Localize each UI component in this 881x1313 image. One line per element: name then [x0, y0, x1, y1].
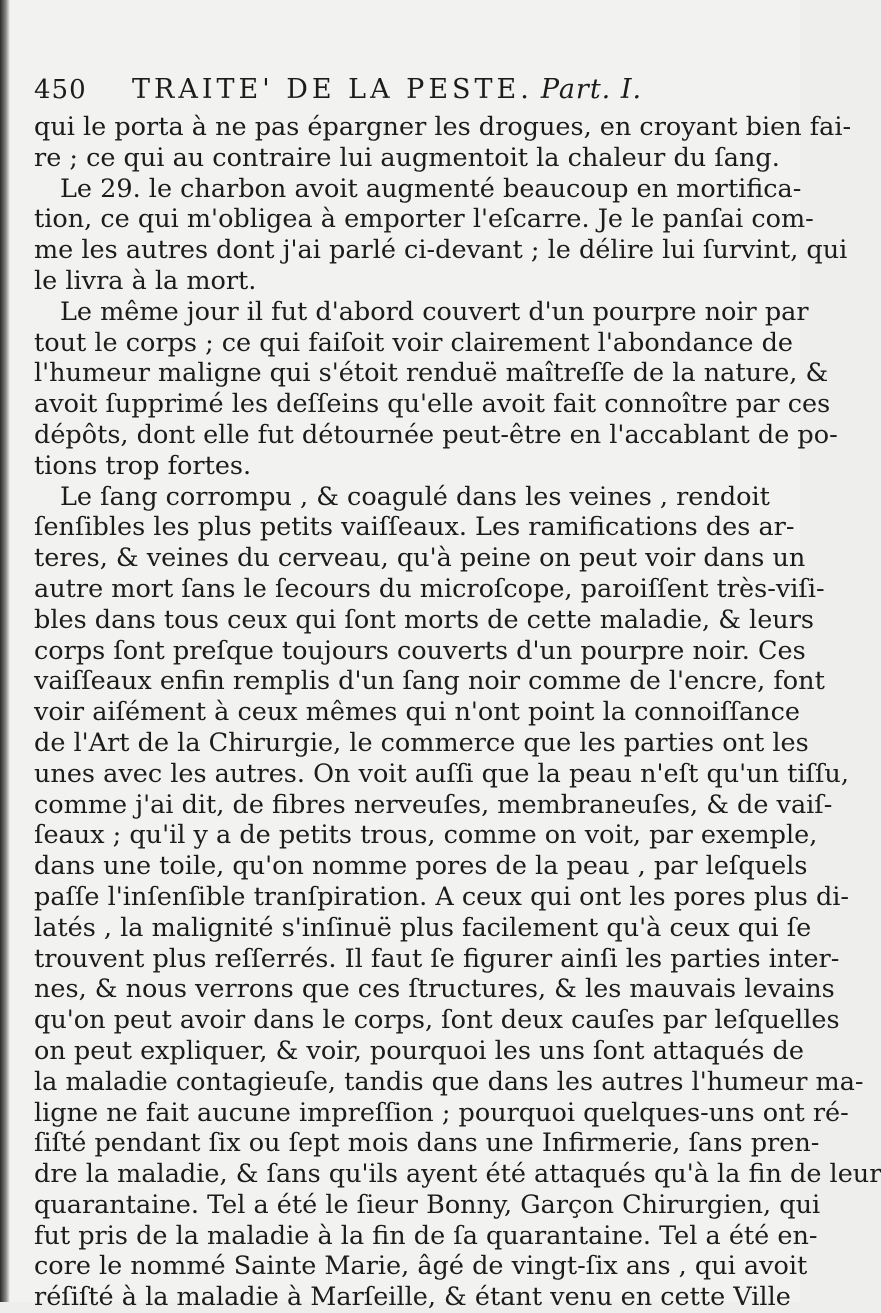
- text-line: unes avec les autres. On voit auſſi que la peau n'eſt qu'un tiſſu,: [34, 758, 849, 789]
- paragraph: [34, 481, 881, 1313]
- text-line: ſeaux ; qu'il y a de petits trous, comme on voit, par exemple,: [34, 820, 818, 851]
- page-gutter-shadow: [0, 0, 10, 1302]
- text-line: ligne ne fait aucune impreſſion ; pourquoi quelques-uns ont ré-: [34, 1097, 849, 1128]
- text-line: autre mort ſans le ſecours du microſcope, paroiſſent très-viſi-: [34, 573, 825, 604]
- text-line: latés , la malignité s'inſinuë plus facilement qu'à ceux qui ſe: [34, 912, 812, 943]
- text-line: la maladie contagieuſe, tandis que dans les autres l'humeur ma-: [34, 1066, 864, 1097]
- text-line: bles dans tous ceux qui ſont morts de cette maladie, & leurs: [34, 604, 814, 635]
- text-line: trouvent plus reſſerrés. Il faut ſe figurer ainſi les parties inter-: [34, 943, 840, 974]
- text-line: Le ſang corrompu , & coagulé dans les veines , rendoit: [60, 481, 770, 512]
- text-line: réſiſté à la maladie à Marſeille, & étant venu en cette Ville: [34, 1282, 791, 1313]
- text-line: Le 29. le charbon avoit augmenté beaucoup en mortifica-: [60, 173, 802, 204]
- book-title: TRAITE' DE LA PESTE.: [132, 74, 533, 105]
- text-line: ſenſibles les plus petits vaiſſeaux. Les ramifications des ar-: [34, 512, 795, 543]
- text-line: re ; ce qui au contraire lui augmentoit la chaleur du ſang.: [34, 142, 780, 173]
- text-line: avoit ſupprimé les deſſeins qu'elle avoit fait connoître par ces: [34, 389, 831, 420]
- text-line: core le nommé Sainte Marie, âgé de vingt-ſix ans , qui avoit: [34, 1251, 808, 1282]
- page-text-block: [34, 74, 881, 1313]
- text-line: corps ſont preſque toujours couverts d'un pourpre noir. Ces: [34, 635, 806, 666]
- text-line: qu'on peut avoir dans le corps, ſont deux cauſes par leſquelles: [34, 1005, 840, 1036]
- text-line: voir aiſément à ceux mêmes qui n'ont point la connoiſſance: [34, 697, 800, 728]
- text-line: fut pris de la maladie à la fin de ſa quarantaine. Tel a été en-: [34, 1220, 818, 1251]
- paragraph: [34, 112, 852, 174]
- text-line: tions trop fortes.: [34, 450, 252, 481]
- text-line: de l'Art de la Chirurgie, le commerce que les parties ont les: [34, 727, 809, 758]
- text-line: tout le corps ; ce qui faiſoit voir clairement l'abondance de: [34, 327, 793, 358]
- text-line: teres, & veines du cerveau, qu'à peine on peut voir dans un: [34, 543, 806, 574]
- body-text: [34, 112, 881, 1313]
- page-number: 450: [34, 75, 87, 105]
- text-line: qui le porta à ne pas épargner les drogues, en croyant bien fai-: [34, 112, 852, 142]
- text-line: dre la maladie, & ſans qu'ils ayent été attaqués qu'à la fin de leur: [34, 1159, 881, 1190]
- text-line: nes, & nous verrons que ces ſtructures, & les mauvais levains: [34, 974, 835, 1005]
- part-label: Part. I.: [540, 74, 643, 105]
- text-line: on peut expliquer, & voir, pourquoi les uns ſont attaqués de: [34, 1035, 804, 1066]
- paragraph: [34, 173, 848, 297]
- text-line: comme j'ai dit, de fibres nerveuſes, membraneuſes, & de vaiſ-: [34, 789, 833, 820]
- text-line: quarantaine. Tel a été le ſieur Bonny, Garçon Chirurgien, qui: [34, 1189, 821, 1220]
- text-line: dépôts, dont elle fut détournée peut-être en l'accablant de po-: [34, 419, 838, 450]
- text-line: vaiſſeaux enfin remplis d'un ſang noir comme de l'encre, font: [34, 666, 825, 697]
- text-line: Le même jour il fut d'abord couvert d'un pourpre noir par: [60, 296, 809, 327]
- text-line: paſſe l'inſenſible tranſpiration. A ceux qui ont les pores plus di-: [34, 881, 850, 912]
- text-line: dans une toile, qu'on nomme pores de la peau , par leſquels: [34, 851, 808, 882]
- text-line: me les autres dont j'ai parlé ci-devant ; le délire lui ſurvint, qui: [34, 235, 848, 266]
- text-line: l'humeur maligne qui s'étoit renduë maîtreſſe de la nature, &: [34, 358, 829, 389]
- text-line: tion, ce qui m'obligea à emporter l'eſcarre. Je le panſai com-: [34, 204, 814, 235]
- text-line: ſiſté pendant ſix ou ſept mois dans une Infirmerie, ſans pren-: [34, 1128, 820, 1159]
- text-line: le livra à la mort.: [34, 265, 257, 296]
- paragraph: [34, 296, 838, 482]
- running-head: [34, 74, 764, 112]
